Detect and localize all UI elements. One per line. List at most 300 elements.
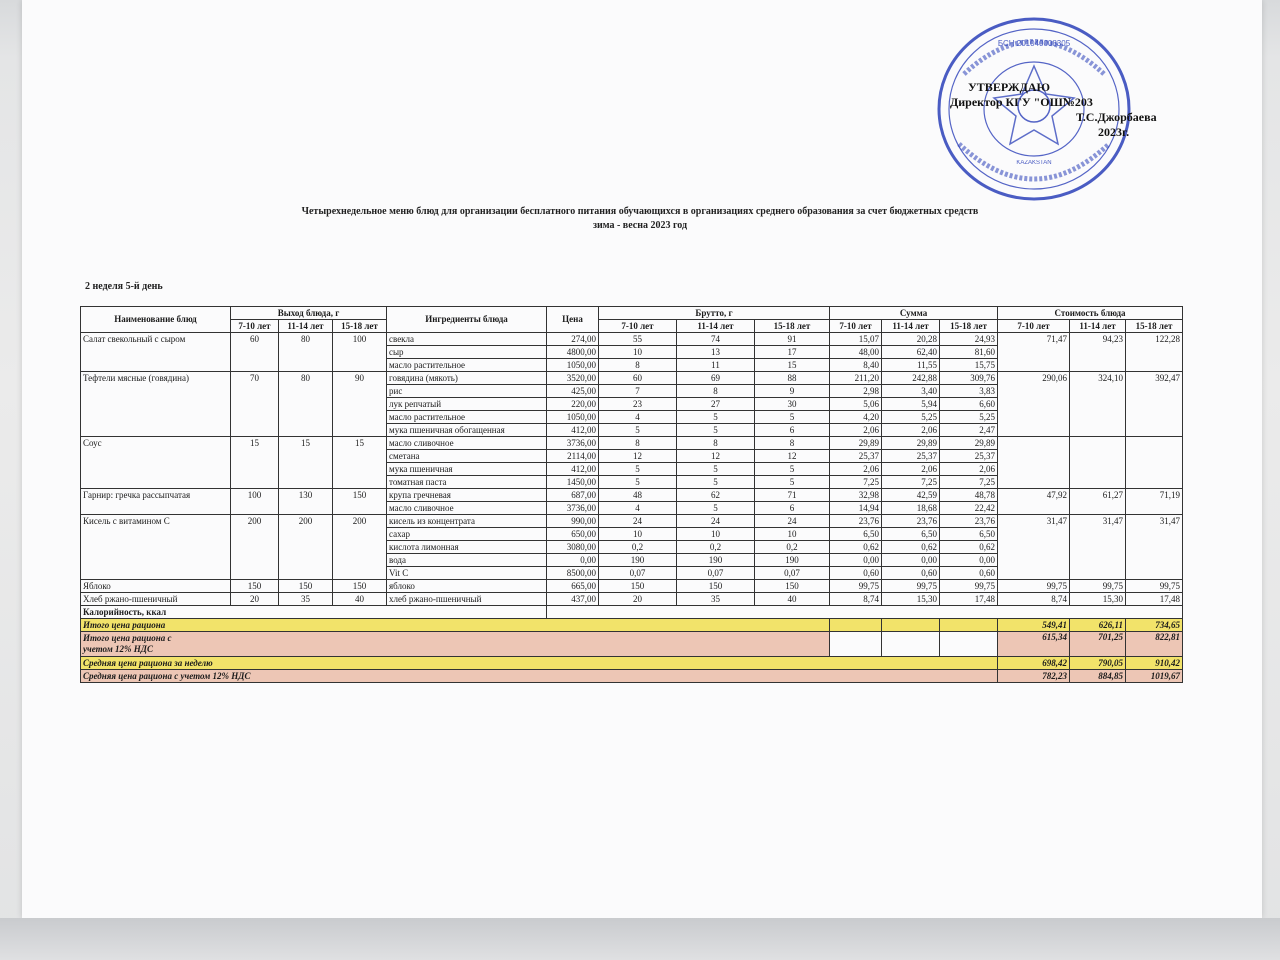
cell-b2: 5 [677, 411, 755, 424]
cell-y3 [333, 567, 387, 580]
avg-vat-label: Средняя цена рациона с учетом 12% НДС [81, 670, 998, 683]
approval-block [950, 80, 1190, 140]
cell-price: 412,00 [547, 463, 599, 476]
cell-c1 [998, 502, 1070, 515]
cell-c3: 99,75 [1126, 580, 1183, 593]
cell-b1: 5 [599, 463, 677, 476]
cell-y2 [279, 450, 333, 463]
table-row [81, 385, 1183, 398]
cell-b1: 24 [599, 515, 677, 528]
avg-week-row [81, 657, 1183, 670]
approval-name: Т.С.Джорбаева [1076, 110, 1157, 124]
menu-body [81, 333, 1183, 606]
age-header: 11-14 лет [279, 320, 333, 333]
cell-y2 [279, 476, 333, 489]
cell-b2: 10 [677, 528, 755, 541]
cell-dish: Тефтели мясные (говядина) [81, 372, 231, 385]
total-vat-row [81, 632, 1183, 657]
total-vat-label-line2: учетом 12% НДС [83, 644, 153, 654]
cell-y3: 150 [333, 580, 387, 593]
col-cost: Стоимость блюда [998, 307, 1183, 320]
cell-c2 [1070, 346, 1126, 359]
cell-c3 [1126, 476, 1183, 489]
cell-b2: 0,2 [677, 541, 755, 554]
col-brutto: Брутто, г [599, 307, 830, 320]
cell-c2 [1070, 502, 1126, 515]
cell-c3: 122,28 [1126, 333, 1183, 346]
cell-c3: 17,48 [1126, 593, 1183, 606]
cell-b1: 48 [599, 489, 677, 502]
cell-y2 [279, 567, 333, 580]
cell-s3: 2,06 [940, 463, 998, 476]
title-line-1: Четырехнедельное меню блюд для организации бесплатного питания обучающихся в организациях среднего образования за счет бюджетных средств [301, 206, 979, 217]
cell-s1: 14,94 [830, 502, 882, 515]
cell-b2: 5 [677, 502, 755, 515]
age-header: 7-10 лет [231, 320, 279, 333]
cell-b2: 24 [677, 515, 755, 528]
cell-ing: вода [387, 554, 547, 567]
total-value: 734,65 [1126, 619, 1183, 632]
cell-y1 [231, 567, 279, 580]
cell-s2: 0,60 [882, 567, 940, 580]
cell-dish [81, 554, 231, 567]
cell-dish [81, 528, 231, 541]
cell-y2 [279, 411, 333, 424]
cell-y1 [231, 346, 279, 359]
total-vat-label [81, 632, 830, 657]
cell-ing: масло растительное [387, 411, 547, 424]
cell-s1: 0,60 [830, 567, 882, 580]
cell-b3: 30 [755, 398, 830, 411]
age-header: 15-18 лет [333, 320, 387, 333]
total-row [81, 619, 1183, 632]
cell-b2: 8 [677, 437, 755, 450]
cell-b1: 0,2 [599, 541, 677, 554]
cell-y1: 100 [231, 489, 279, 502]
cell-c2: 94,23 [1070, 333, 1126, 346]
cell-y3: 200 [333, 515, 387, 528]
cell-b1: 7 [599, 385, 677, 398]
calories-empty [547, 606, 1183, 619]
cell-y3: 150 [333, 489, 387, 502]
cell-c3 [1126, 528, 1183, 541]
cell-c1 [998, 424, 1070, 437]
cell-s1: 48,00 [830, 346, 882, 359]
cell-s3: 5,25 [940, 411, 998, 424]
cell-b2: 69 [677, 372, 755, 385]
cell-c3 [1126, 411, 1183, 424]
cell-s1: 99,75 [830, 580, 882, 593]
cell-c1 [998, 450, 1070, 463]
cell-ing: сахар [387, 528, 547, 541]
cell-price: 4800,00 [547, 346, 599, 359]
cell-b1: 5 [599, 424, 677, 437]
cell-y1 [231, 502, 279, 515]
cell-ing: лук репчатый [387, 398, 547, 411]
total-value: 626,11 [1070, 619, 1126, 632]
cell-c2 [1070, 385, 1126, 398]
cell-y2 [279, 385, 333, 398]
table-row [81, 502, 1183, 515]
cell-c3 [1126, 554, 1183, 567]
cell-s2: 3,40 [882, 385, 940, 398]
cell-dish: Хлеб ржано-пшеничный [81, 593, 231, 606]
cell-ing: яблоко [387, 580, 547, 593]
cell-b2: 62 [677, 489, 755, 502]
cell-s2: 0,00 [882, 554, 940, 567]
cell-price: 274,00 [547, 333, 599, 346]
cell-b2: 11 [677, 359, 755, 372]
approval-position: Директор КГУ "ОШ№203 [950, 95, 1093, 109]
table-row [81, 489, 1183, 502]
cell-y3: 15 [333, 437, 387, 450]
cell-b1: 8 [599, 437, 677, 450]
menu-table [80, 306, 1183, 683]
cell-price: 1050,00 [547, 359, 599, 372]
cell-y2 [279, 463, 333, 476]
cell-dish [81, 502, 231, 515]
cell-y2: 80 [279, 333, 333, 346]
table-row [81, 411, 1183, 424]
cell-s1: 211,20 [830, 372, 882, 385]
cell-c2: 31,47 [1070, 515, 1126, 528]
cell-c3 [1126, 424, 1183, 437]
cell-c1: 290,06 [998, 372, 1070, 385]
cell-b1: 10 [599, 528, 677, 541]
cell-s2: 5,94 [882, 398, 940, 411]
cell-c1: 31,47 [998, 515, 1070, 528]
cell-y2 [279, 359, 333, 372]
cell-dish: Гарнир: гречка рассыпчатая [81, 489, 231, 502]
cell-s2: 29,89 [882, 437, 940, 450]
cell-b3: 17 [755, 346, 830, 359]
cell-c1 [998, 359, 1070, 372]
cell-b1: 150 [599, 580, 677, 593]
calories-label: Калорийность, ккал [81, 606, 547, 619]
cell-c3 [1126, 346, 1183, 359]
cell-s3: 0,60 [940, 567, 998, 580]
cell-c2: 99,75 [1070, 580, 1126, 593]
total-value: 549,41 [998, 619, 1070, 632]
cell-s2: 7,25 [882, 476, 940, 489]
cell-y3 [333, 346, 387, 359]
cell-s2: 6,50 [882, 528, 940, 541]
cell-b1: 4 [599, 502, 677, 515]
cell-y1 [231, 541, 279, 554]
cell-s3: 99,75 [940, 580, 998, 593]
cell-b2: 5 [677, 424, 755, 437]
stamp-bin: БСН 201040008305 [997, 39, 1071, 48]
cell-c1: 8,74 [998, 593, 1070, 606]
cell-y3: 90 [333, 372, 387, 385]
cell-s1: 8,74 [830, 593, 882, 606]
header-row-2 [81, 320, 1183, 333]
cell-s2: 99,75 [882, 580, 940, 593]
cell-y2: 150 [279, 580, 333, 593]
cell-s1: 0,62 [830, 541, 882, 554]
cell-y1 [231, 385, 279, 398]
cell-y2 [279, 554, 333, 567]
cell-s3: 81,60 [940, 346, 998, 359]
cell-ing: томатная паста [387, 476, 547, 489]
cell-price: 2114,00 [547, 450, 599, 463]
cell-c3 [1126, 437, 1183, 450]
cell-s3: 309,76 [940, 372, 998, 385]
cell-b2: 35 [677, 593, 755, 606]
cell-s1: 2,06 [830, 424, 882, 437]
cell-y3 [333, 476, 387, 489]
cell-c1 [998, 554, 1070, 567]
cell-ing: крупа гречневая [387, 489, 547, 502]
cell-c2 [1070, 463, 1126, 476]
avg-week-value: 698,42 [998, 657, 1070, 670]
total-label: Итого цена рациона [81, 619, 830, 632]
cell-y1: 15 [231, 437, 279, 450]
age-header: 7-10 лет [830, 320, 882, 333]
stamp-country: KAZAKSTAN [1016, 160, 1052, 166]
cell-s2: 5,25 [882, 411, 940, 424]
col-dish-name: Наименование блюд [81, 307, 231, 333]
cell-c3 [1126, 450, 1183, 463]
cell-s3: 25,37 [940, 450, 998, 463]
cell-s1: 29,89 [830, 437, 882, 450]
cell-ing: масло сливочное [387, 437, 547, 450]
cell-s3: 2,47 [940, 424, 998, 437]
cell-price: 8500,00 [547, 567, 599, 580]
cell-b3: 10 [755, 528, 830, 541]
cell-dish: Салат свекольный с сыром [81, 333, 231, 346]
avg-vat-row [81, 670, 1183, 683]
cell-price: 437,00 [547, 593, 599, 606]
cell-b1: 20 [599, 593, 677, 606]
cell-c3: 71,19 [1126, 489, 1183, 502]
cell-s1: 32,98 [830, 489, 882, 502]
cell-y1: 70 [231, 372, 279, 385]
cell-dish [81, 541, 231, 554]
cell-y1 [231, 463, 279, 476]
cell-s1: 4,20 [830, 411, 882, 424]
age-header: 7-10 лет [998, 320, 1070, 333]
table-row [81, 450, 1183, 463]
cell-b3: 12 [755, 450, 830, 463]
cell-ing: сыр [387, 346, 547, 359]
cell-b1: 60 [599, 372, 677, 385]
cell-c2 [1070, 411, 1126, 424]
cell-b2: 0,07 [677, 567, 755, 580]
age-header: 11-14 лет [677, 320, 755, 333]
cell-b3: 40 [755, 593, 830, 606]
background-floor [0, 918, 1280, 960]
cell-c1 [998, 541, 1070, 554]
table-row [81, 372, 1183, 385]
cell-ing: кисель из концентрата [387, 515, 547, 528]
cell-s1: 0,00 [830, 554, 882, 567]
cell-c2 [1070, 541, 1126, 554]
avg-vat-value: 1019,67 [1126, 670, 1183, 683]
age-header: 15-18 лет [755, 320, 830, 333]
header-row-1 [81, 307, 1183, 320]
cell-ing: Vit C [387, 567, 547, 580]
cell-s1: 2,06 [830, 463, 882, 476]
cell-s3: 48,78 [940, 489, 998, 502]
cell-s2: 62,40 [882, 346, 940, 359]
cell-ing: сметана [387, 450, 547, 463]
cell-dish [81, 346, 231, 359]
cell-price: 3520,00 [547, 372, 599, 385]
table-row [81, 359, 1183, 372]
avg-week-value: 790,05 [1070, 657, 1126, 670]
totals-body [81, 606, 1183, 683]
cell-y1 [231, 528, 279, 541]
cell-y3 [333, 398, 387, 411]
cell-c1 [998, 346, 1070, 359]
cell-y1 [231, 411, 279, 424]
cell-c1 [998, 411, 1070, 424]
cell-s2: 18,68 [882, 502, 940, 515]
cell-price: 1450,00 [547, 476, 599, 489]
total-vat-value: 701,25 [1070, 632, 1126, 657]
cell-ing: мука пшеничная обогащенная [387, 424, 547, 437]
approval-title: УТВЕРЖДАЮ [968, 80, 1051, 94]
cell-ing: хлеб ржано-пшеничный [387, 593, 547, 606]
cell-c1: 47,92 [998, 489, 1070, 502]
cell-s3: 7,25 [940, 476, 998, 489]
age-header: 11-14 лет [1070, 320, 1126, 333]
table-row [81, 476, 1183, 489]
cell-b2: 27 [677, 398, 755, 411]
cell-s1: 15,07 [830, 333, 882, 346]
cell-b3: 5 [755, 476, 830, 489]
cell-b3: 88 [755, 372, 830, 385]
cell-b3: 6 [755, 502, 830, 515]
cell-b3: 5 [755, 411, 830, 424]
cell-c2 [1070, 450, 1126, 463]
cell-dish: Кисель с витамином С [81, 515, 231, 528]
cell-ing: мука пшеничная [387, 463, 547, 476]
table-row [81, 437, 1183, 450]
table-row [81, 333, 1183, 346]
cell-b3: 9 [755, 385, 830, 398]
cell-price: 687,00 [547, 489, 599, 502]
cell-price: 1050,00 [547, 411, 599, 424]
cell-s2: 42,59 [882, 489, 940, 502]
cell-c2 [1070, 437, 1126, 450]
cell-dish: Соус [81, 437, 231, 450]
document-title [150, 205, 1130, 233]
cell-c3 [1126, 398, 1183, 411]
cell-s1: 8,40 [830, 359, 882, 372]
cell-c2 [1070, 398, 1126, 411]
cell-y2: 35 [279, 593, 333, 606]
cell-ing: рис [387, 385, 547, 398]
table-row [81, 541, 1183, 554]
cell-price: 3080,00 [547, 541, 599, 554]
cell-s1: 2,98 [830, 385, 882, 398]
cell-y2: 15 [279, 437, 333, 450]
cell-c3 [1126, 385, 1183, 398]
cell-c1 [998, 385, 1070, 398]
title-line-2: зима - весна 2023 год [592, 220, 688, 231]
avg-week-label: Средняя цена рациона за неделю [81, 657, 998, 670]
cell-c2 [1070, 359, 1126, 372]
cell-b2: 5 [677, 476, 755, 489]
cell-b1: 10 [599, 346, 677, 359]
cell-b2: 150 [677, 580, 755, 593]
cell-b3: 0,2 [755, 541, 830, 554]
cell-b3: 0,07 [755, 567, 830, 580]
cell-y2 [279, 346, 333, 359]
cell-y3 [333, 424, 387, 437]
cell-c3 [1126, 463, 1183, 476]
cell-s1: 25,37 [830, 450, 882, 463]
cell-y3 [333, 554, 387, 567]
cell-c2 [1070, 528, 1126, 541]
avg-week-value: 910,42 [1126, 657, 1183, 670]
cell-c3: 392,47 [1126, 372, 1183, 385]
cell-s3: 23,76 [940, 515, 998, 528]
cell-ing: свекла [387, 333, 547, 346]
cell-dish [81, 385, 231, 398]
total-vat-value: 615,34 [998, 632, 1070, 657]
avg-vat-value: 782,23 [998, 670, 1070, 683]
total-vat-value: 822,81 [1126, 632, 1183, 657]
cell-b1: 23 [599, 398, 677, 411]
cell-c1 [998, 567, 1070, 580]
cell-price: 3736,00 [547, 502, 599, 515]
cell-c3 [1126, 359, 1183, 372]
cell-dish [81, 424, 231, 437]
cell-s3: 15,75 [940, 359, 998, 372]
cell-ing: говядина (мякоть) [387, 372, 547, 385]
week-day-label: 2 неделя 5-й день [85, 281, 163, 292]
cell-b3: 15 [755, 359, 830, 372]
cell-price: 3736,00 [547, 437, 599, 450]
cell-y2 [279, 528, 333, 541]
table-row [81, 593, 1183, 606]
cell-s2: 2,06 [882, 424, 940, 437]
cell-b1: 4 [599, 411, 677, 424]
table-row [81, 463, 1183, 476]
cell-s3: 24,93 [940, 333, 998, 346]
cell-c3 [1126, 567, 1183, 580]
cell-b1: 8 [599, 359, 677, 372]
cell-y1 [231, 476, 279, 489]
cell-b3: 6 [755, 424, 830, 437]
cell-ing: масло сливочное [387, 502, 547, 515]
cell-b3: 150 [755, 580, 830, 593]
cell-c1: 71,47 [998, 333, 1070, 346]
cell-y1: 200 [231, 515, 279, 528]
cell-b2: 12 [677, 450, 755, 463]
cell-dish [81, 567, 231, 580]
calories-row [81, 606, 1183, 619]
col-ingredients: Ингредиенты блюда [387, 307, 547, 333]
cell-s3: 0,00 [940, 554, 998, 567]
cell-y3 [333, 463, 387, 476]
cell-y1: 60 [231, 333, 279, 346]
table-row [81, 567, 1183, 580]
cell-y3 [333, 541, 387, 554]
cell-s3: 6,60 [940, 398, 998, 411]
total-vat-label-line1: Итого цена рациона с [83, 633, 172, 643]
age-header: 15-18 лет [940, 320, 998, 333]
cell-s2: 25,37 [882, 450, 940, 463]
cell-c2 [1070, 424, 1126, 437]
cell-s3: 29,89 [940, 437, 998, 450]
table-row [81, 424, 1183, 437]
cell-b1: 55 [599, 333, 677, 346]
age-header: 15-18 лет [1126, 320, 1183, 333]
